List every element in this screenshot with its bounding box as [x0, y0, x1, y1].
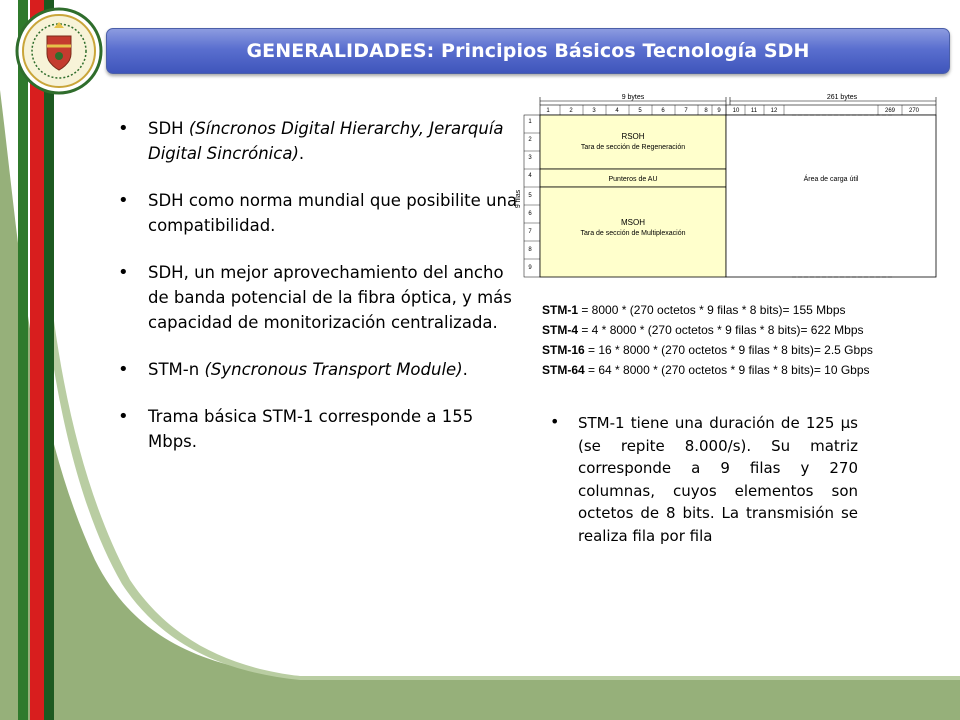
col-number: 7: [684, 108, 688, 114]
bullet-tail: .: [298, 144, 305, 163]
row-number: 3: [528, 155, 532, 161]
bullet-text: Trama básica STM-1 corresponde a 155 Mbps.: [148, 407, 474, 451]
rsoh-title: RSOH: [621, 132, 645, 141]
page-title: GENERALIDADES: Principios Básicos Tecnología SDH: [246, 40, 810, 62]
payload-label: Área de carga útil: [803, 176, 859, 183]
bullet-sdh-standard: [118, 188, 523, 238]
bullet-dot: •: [550, 412, 560, 431]
bullet-tail: .: [462, 360, 468, 379]
au-pointer-label: Punteros de AU: [608, 176, 658, 183]
col-number: 9: [717, 108, 721, 114]
col-number: 6: [661, 108, 665, 114]
row-number: 1: [528, 119, 532, 125]
bullet-sdh-definition: [118, 116, 523, 166]
msoh-subtitle: Tara de sección de Multiplexación: [580, 230, 686, 237]
msoh-title: MSOH: [621, 218, 645, 227]
col-number: 270: [908, 108, 920, 114]
stm-formula: = 64 * 8000 * (270 octetos * 9 filas * 8 bits)= 10 Gbps: [584, 363, 870, 377]
stm-name: STM-64: [542, 363, 585, 377]
stm-formula-row: [542, 300, 942, 320]
stripe-red: [30, 0, 44, 720]
col-number: 10: [732, 108, 740, 114]
bullet-italic-text: (Syncronous Transport Module): [199, 360, 463, 379]
left-bullet-list: [118, 116, 523, 476]
stm-formula-row: [542, 320, 942, 340]
col-number: 1: [546, 108, 550, 114]
bullet-text: SDH, un mejor aprovechamiento del ancho de banda potencial de la fibra óptica, y más capacidad de monitorización centralizada.: [148, 263, 512, 332]
bullet-italic-text: (Síncronos Digital Hierarchy, Jerarquía Digital Sincrónica): [148, 119, 504, 163]
row-number: 4: [528, 173, 532, 179]
row-number: 7: [528, 229, 532, 235]
col-number: 8: [704, 108, 708, 114]
bullet-sdh-bandwidth: [118, 260, 523, 335]
stm-name: STM-16: [542, 343, 585, 357]
side-label: 9 filas: [515, 189, 522, 209]
stm1-description: [552, 412, 858, 547]
row-number: 5: [528, 193, 532, 199]
stripe-dark-green: [44, 0, 54, 720]
stm-name: STM-4: [542, 323, 578, 337]
rsoh-subtitle: Tara de sección de Regeneración: [580, 144, 686, 151]
col-number: 11: [750, 108, 758, 114]
title-bar: [106, 28, 950, 74]
col-number: 3: [592, 108, 596, 114]
row-number: 9: [528, 265, 532, 271]
stm-formula: = 4 * 8000 * (270 octetos * 9 filas * 8 bits)= 622 Mbps: [578, 323, 864, 337]
col-number: 269: [884, 108, 896, 114]
top-label-right: 261 bytes: [826, 94, 858, 101]
col-number: 4: [615, 108, 619, 114]
bullet-text: STM-n: [148, 360, 200, 379]
stm-formula-row: [542, 340, 942, 360]
stripe-green: [18, 0, 28, 720]
stm-formula-list: [542, 300, 942, 380]
col-number: 2: [569, 108, 573, 114]
bullet-stm1-rate: [118, 404, 523, 454]
stm-formula: = 16 * 8000 * (270 octetos * 9 filas * 8 bits)= 2.5 Gbps: [584, 343, 873, 357]
stm-formula-row: [542, 360, 942, 380]
row-number: 8: [528, 247, 532, 253]
top-label-left: 9 bytes: [621, 94, 645, 101]
row-number: 2: [528, 137, 532, 143]
row-number: 6: [528, 211, 532, 217]
stm-name: STM-1: [542, 303, 578, 317]
stm1-description-text: STM-1 tiene una duración de 125 µs (se repite 8.000/s). Su matriz corresponde a 9 filas y 270 columnas, cuyos elementos son octetos de 8 bits. La transmisión se realiza fila por fila: [578, 414, 858, 545]
stm-formula: = 8000 * (270 octetos * 9 filas * 8 bits)= 155 Mbps: [578, 303, 846, 317]
stm1-frame-diagram: [512, 91, 940, 285]
col-number: 12: [770, 108, 778, 114]
payload-block: [726, 115, 936, 277]
rsoh-block: [540, 115, 726, 169]
bullet-text: SDH como norma mundial que posibilite una compatibilidad.: [148, 191, 518, 235]
university-crest-icon: [14, 6, 104, 96]
col-number: 5: [638, 108, 642, 114]
bullet-stm-n: [118, 357, 523, 382]
bullet-text: SDH: [148, 119, 184, 138]
